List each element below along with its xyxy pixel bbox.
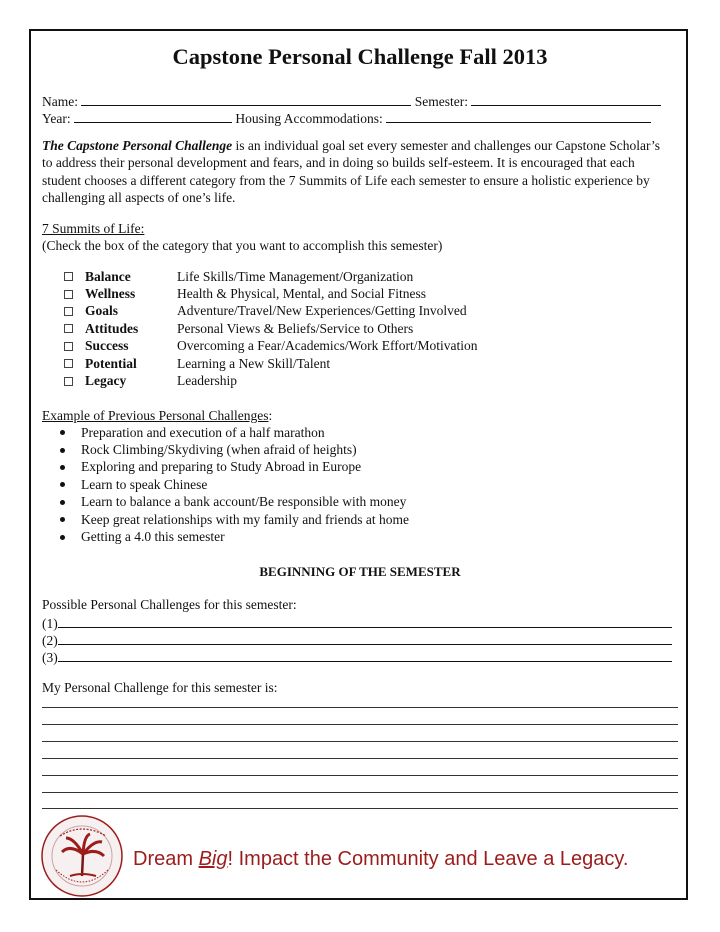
- bullet-icon: [60, 517, 65, 522]
- name-label: Name:: [42, 94, 78, 109]
- intro-paragraph: [42, 137, 672, 206]
- name-field[interactable]: [81, 92, 411, 106]
- answer-line-6[interactable]: [42, 792, 678, 793]
- summit-row-balance[interactable]: [64, 268, 477, 285]
- summit-desc: Health & Physical, Mental, and Social Fitness: [177, 286, 426, 302]
- answer-line-7[interactable]: [42, 808, 678, 809]
- possible-field-1[interactable]: [58, 614, 672, 628]
- example-text: Preparation and execution of a half marathon: [81, 424, 325, 440]
- summit-name: Potential: [85, 355, 137, 371]
- example-text: Keep great relationships with my family and friends at home: [81, 511, 410, 527]
- summit-name: Goals: [85, 303, 119, 319]
- bullet-icon: [60, 465, 65, 470]
- summit-name: Attitudes: [85, 320, 139, 336]
- housing-field[interactable]: [386, 109, 651, 123]
- semester-field[interactable]: [471, 92, 661, 106]
- answer-line-5[interactable]: [42, 775, 678, 776]
- summit-name: Wellness: [85, 286, 136, 302]
- answer-line-2[interactable]: [42, 724, 678, 725]
- footer-slogan: [133, 848, 628, 871]
- bullet-icon: [60, 448, 65, 453]
- slogan-big: Big: [198, 848, 228, 870]
- answer-line-1[interactable]: [42, 707, 678, 708]
- page-title: Capstone Personal Challenge Fall 2013: [172, 44, 548, 69]
- example-text: Getting a 4.0 this semester: [81, 529, 225, 545]
- summit-row-potential[interactable]: [64, 355, 477, 372]
- checkbox[interactable]: [64, 307, 73, 316]
- row-number: (3): [42, 650, 58, 665]
- example-text: Rock Climbing/Skydiving (when afraid of heights): [81, 442, 357, 458]
- summits-heading: 7 Summits of Life:: [42, 221, 145, 236]
- example-text: Learn to balance a bank account/Be responsible with money: [81, 494, 407, 510]
- summit-row-wellness[interactable]: [64, 285, 477, 302]
- summits-list: [64, 268, 477, 390]
- answer-line-3[interactable]: [42, 741, 678, 742]
- checkbox[interactable]: [64, 377, 73, 386]
- my-challenge-label: My Personal Challenge for this semester is:: [42, 680, 278, 695]
- beginning-heading: BEGINNING OF THE SEMESTER: [259, 564, 461, 579]
- bullet-icon: [60, 535, 65, 540]
- summit-desc: Personal Views & Beliefs/Service to Others: [177, 320, 414, 336]
- year-field[interactable]: [74, 109, 232, 123]
- summit-desc: Leadership: [177, 373, 237, 389]
- checkbox[interactable]: [64, 359, 73, 368]
- semester-label: Semester:: [414, 94, 468, 109]
- possible-field-3[interactable]: [58, 648, 672, 662]
- checkbox[interactable]: [64, 324, 73, 333]
- examples-colon: :: [268, 408, 273, 423]
- summit-name: Balance: [85, 268, 131, 284]
- bullet-icon: [60, 482, 65, 487]
- capstone-scholars-logo: [40, 814, 124, 903]
- list-item: [60, 494, 409, 511]
- intro-body: is an individual goal set every semester and challenges our Capstone Scholar’s to address their personal development and fears, and in doing so builds self-esteem. It is encouraged that each student chooses a different category from the 7 Summits of Life each semester to ensure a holistic experience by challenging all aspects of one’s life.: [42, 138, 661, 205]
- examples-heading-row: [42, 408, 272, 424]
- row-number: (1): [42, 616, 58, 631]
- checkbox[interactable]: [64, 342, 73, 351]
- year-label: Year:: [42, 111, 71, 126]
- summit-row-goals[interactable]: [64, 303, 477, 320]
- list-item: [60, 511, 409, 528]
- possible-row-2[interactable]: [42, 631, 672, 649]
- summit-name: Success: [85, 338, 129, 354]
- list-item: [60, 441, 409, 458]
- summits-instruction: (Check the box of the category that you want to accomplish this semester): [42, 238, 443, 253]
- checkbox[interactable]: [64, 272, 73, 281]
- list-item: [60, 476, 409, 493]
- examples-list: [60, 424, 409, 546]
- list-item: [60, 459, 409, 476]
- slogan-part: Dream: [133, 848, 199, 870]
- summit-row-success[interactable]: [64, 338, 477, 355]
- summit-row-legacy[interactable]: [64, 372, 477, 389]
- summit-desc: Adventure/Travel/New Experiences/Getting Involved: [177, 303, 467, 319]
- example-text: Exploring and preparing to Study Abroad in Europe: [81, 459, 362, 475]
- summit-desc: Learning a New Skill/Talent: [177, 355, 331, 371]
- name-semester-row: [42, 92, 661, 110]
- bullet-icon: [60, 430, 65, 435]
- summit-desc: Life Skills/Time Management/Organization: [177, 268, 414, 284]
- example-text: Learn to speak Chinese: [81, 476, 208, 492]
- possible-row-1[interactable]: [42, 614, 672, 632]
- answer-line-4[interactable]: [42, 758, 678, 759]
- summit-row-attitudes[interactable]: [64, 320, 477, 337]
- row-number: (2): [42, 633, 58, 648]
- year-housing-row: [42, 109, 651, 127]
- possible-field-2[interactable]: [58, 631, 672, 645]
- list-item: [60, 528, 409, 545]
- housing-label: Housing Accommodations:: [235, 111, 383, 126]
- possible-row-3[interactable]: [42, 648, 672, 666]
- list-item: [60, 424, 409, 441]
- possible-label: Possible Personal Challenges for this semester:: [42, 597, 297, 612]
- examples-heading: Example of Previous Personal Challenges: [42, 408, 269, 423]
- summit-desc: Overcoming a Fear/Academics/Work Effort/Motivation: [177, 338, 478, 354]
- intro-lead: The Capstone Personal Challenge: [42, 138, 233, 153]
- checkbox[interactable]: [64, 290, 73, 299]
- slogan-part: ! Impact the Community and Leave a Legacy.: [227, 848, 629, 870]
- bullet-icon: [60, 500, 65, 505]
- summit-name: Legacy: [85, 373, 127, 389]
